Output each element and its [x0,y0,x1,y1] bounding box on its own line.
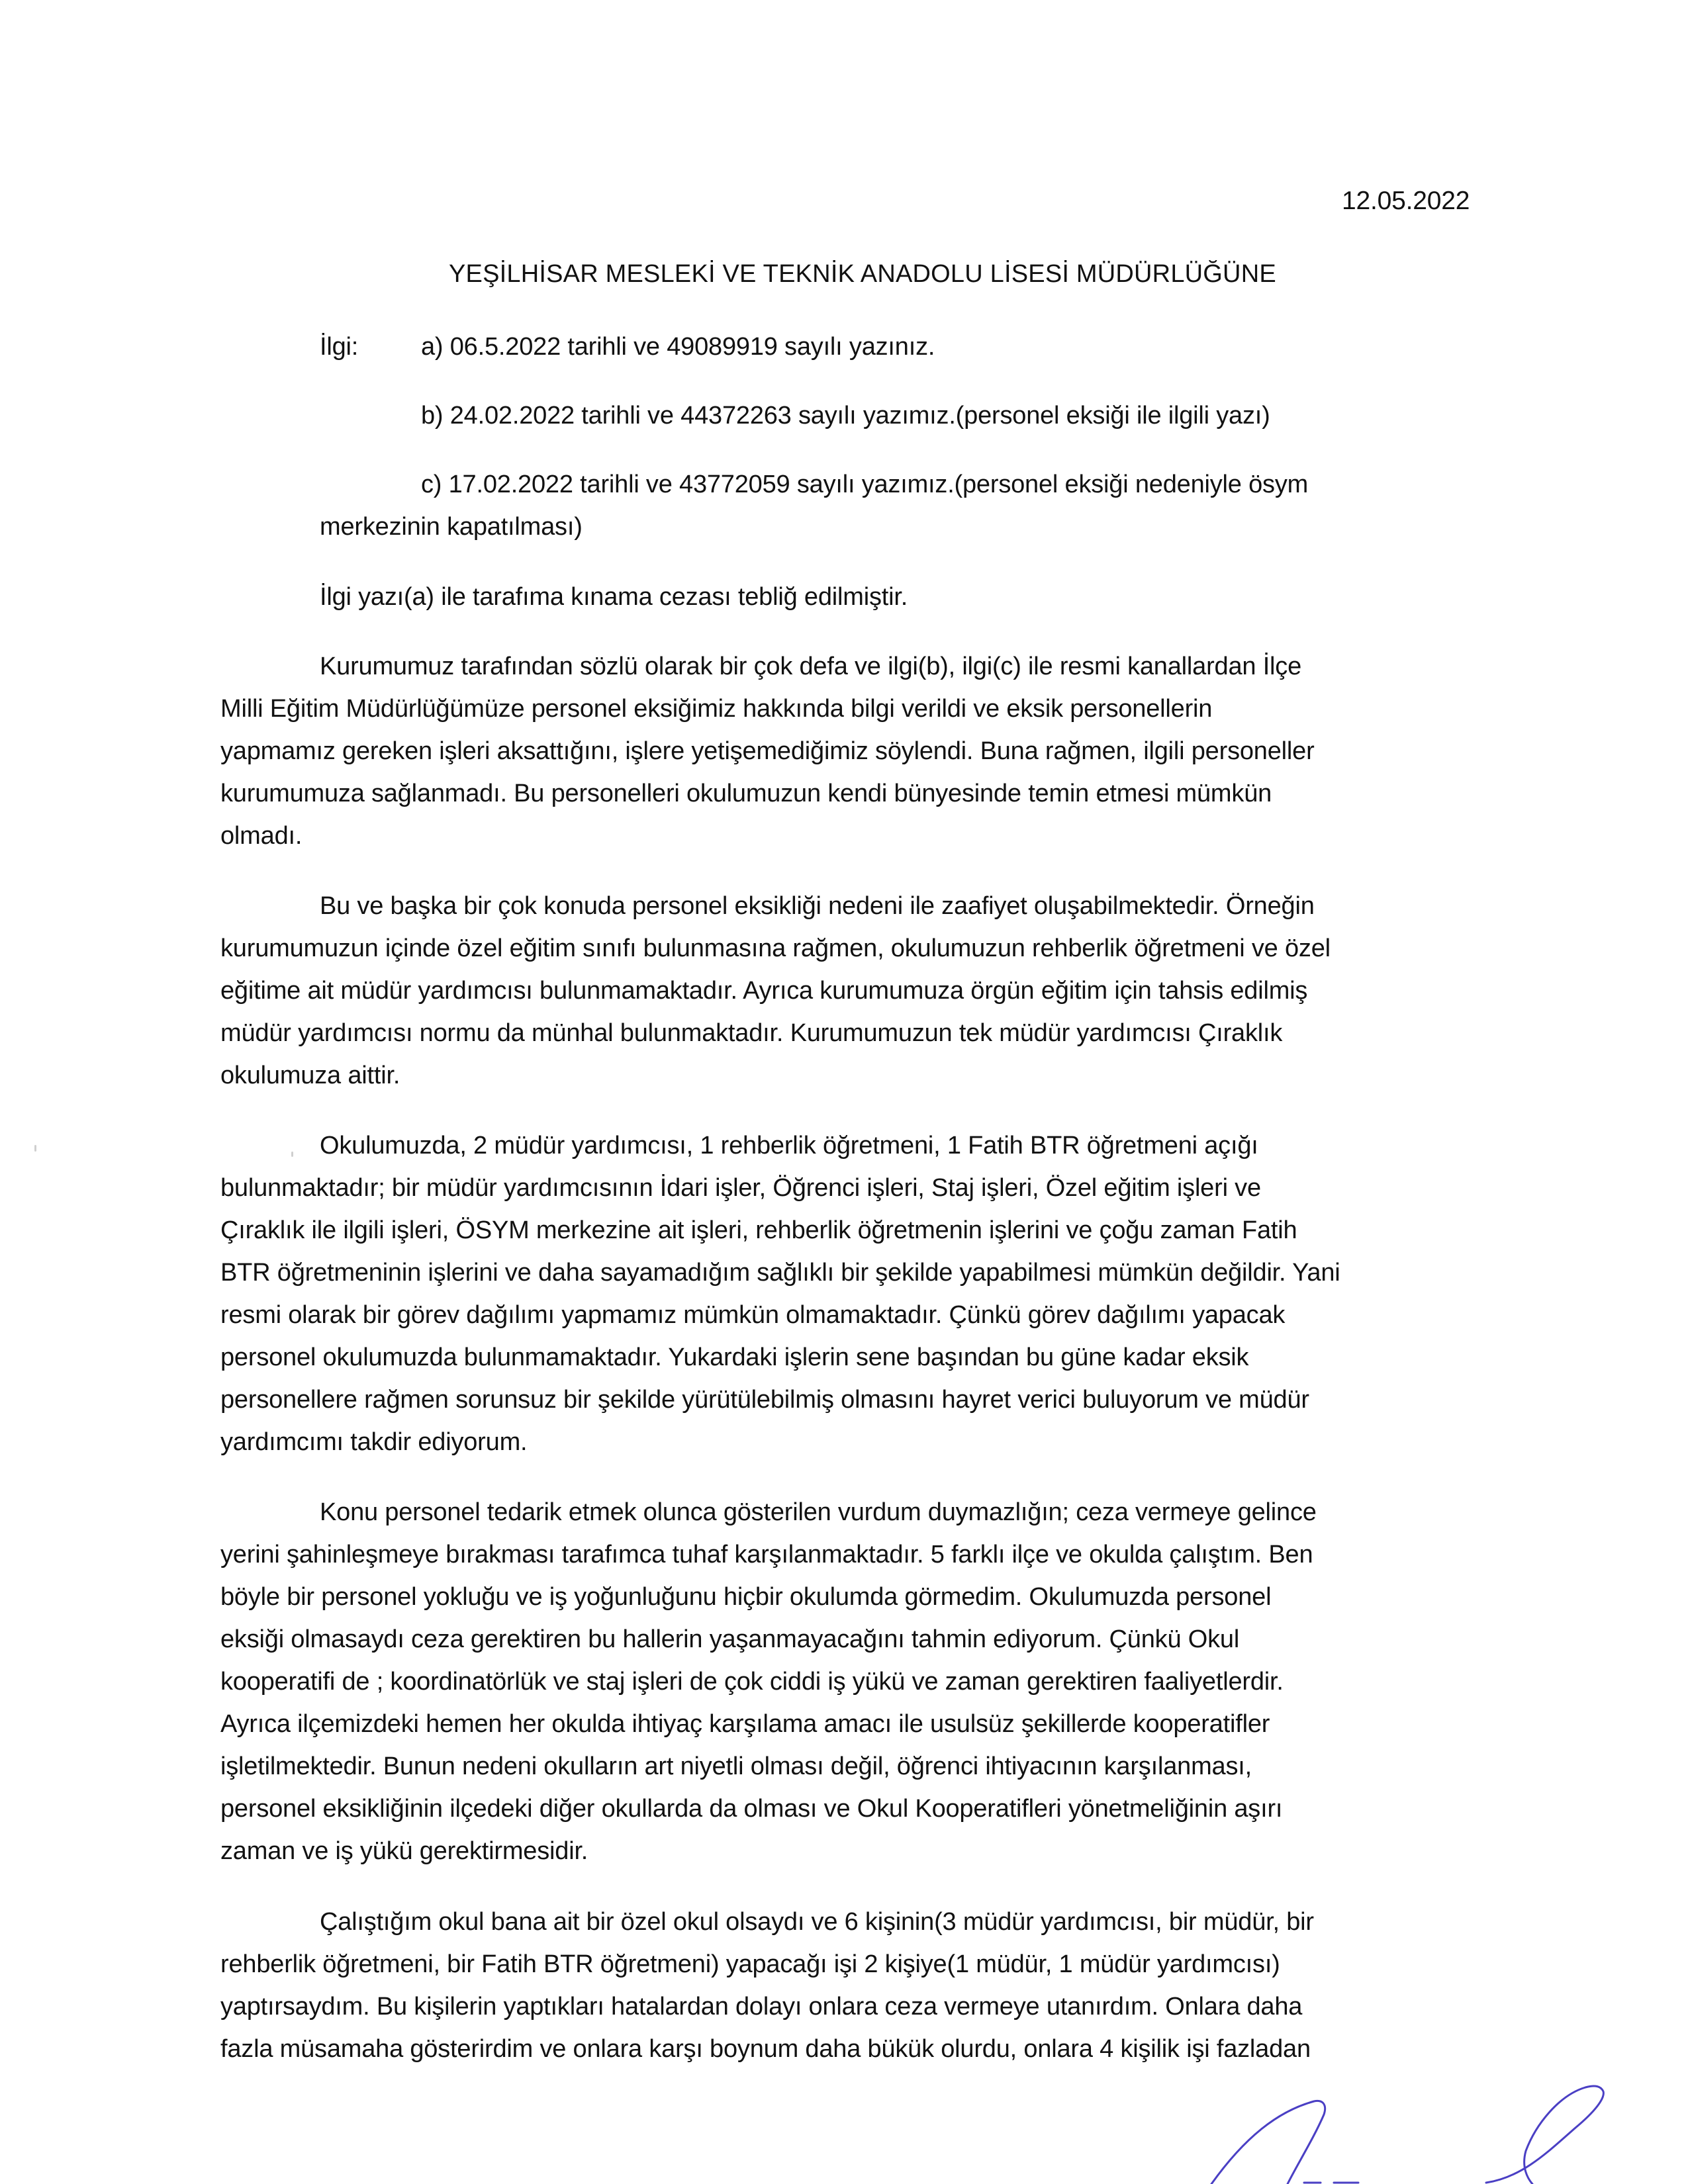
reference-a: a) 06.5.2022 tarihli ve 49089919 sayılı yazınız. [421,333,935,361]
paragraph-line: yardımcımı takdir ediyorum. [220,1428,528,1456]
paragraph-line: personel okulumuzda bulunmamaktadır. Yukardaki işlerin sene başından bu güne kadar eksik [220,1343,1249,1371]
reference-c-line-1: c) 17.02.2022 tarihli ve 43772059 sayılı yazımız.(personel eksiği nedeniyle ösym [421,471,1309,498]
paragraph-line: Ayrıca ilçemizdeki hemen her okulda ihtiyaç karşılama amacı ile usulsüz şekillerde kooperatifler [220,1710,1270,1738]
paragraph-line: olmadı. [220,822,303,850]
paragraph-line: Milli Eğitim Müdürlüğümüze personel eksiğimiz hakkında bilgi verildi ve eksik personellerin [220,695,1213,723]
penalty-notice: İlgi yazı(a) ile tarafıma kınama cezası tebliğ edilmiştir. [320,583,908,611]
addressee-heading: YEŞİLHİSAR MESLEKİ VE TEKNİK ANADOLU LİSESİ MÜDÜRLÜĞÜNE [449,260,1276,288]
paragraph-line: BTR öğretmeninin işlerini ve daha sayamadığım sağlıklı bir şekilde yapabilmesi mümkün değildir. Yani [220,1259,1340,1287]
paragraph-line: personellere rağmen sorunsuz bir şekilde yürütülebilmiş olmasını hayret verici buluyorum ve müdür [220,1386,1309,1414]
paragraph-line: böyle bir personel yokluğu ve iş yoğunluğunu hiçbir okulumda görmedim. Okulumuzda personel [220,1583,1272,1611]
paragraph-line: Kurumumuz tarafından sözlü olarak bir çok defa ve ilgi(b), ilgi(c) ile resmi kanallardan İlçe [320,653,1302,680]
paragraph-line: fazla müsamaha gösterirdim ve onlara karşı boynum daha bükük olurdu, onlara 4 kişilik işi fazladan [220,2035,1311,2063]
paragraph-line: eksiği olmasaydı ceza gerektiren bu hallerin yaşanmayacağını tahmin ediyorum. Çünkü Okul [220,1625,1240,1653]
references-label: İlgi: [320,333,359,361]
scan-artifact [34,1145,36,1152]
paragraph-line: müdür yardımcısı normu da münhal bulunmaktadır. Kurumumuzun tek müdür yardımcısı Çıraklık [220,1019,1283,1047]
paragraph-line: rehberlik öğretmeni, bir Fatih BTR öğretmeni) yapacağı işi 2 kişiye(1 müdür, 1 müdür yardımcısı) [220,1950,1280,1978]
paragraph-line: Çalıştığım okul bana ait bir özel okul olsaydı ve 6 kişinin(3 müdür yardımcısı, bir müdür, bir [320,1908,1314,1936]
paragraph-line: Bu ve başka bir çok konuda personel eksikliği nedeni ile zaafiyet oluşabilmektedir. Örneğin [320,892,1315,920]
paragraph-line: personel eksikliğinin ilçedeki diğer okullarda da olması ve Okul Kooperatifleri yönetmeliğinin aşırı [220,1795,1283,1823]
paragraph-line: zaman ve iş yükü gerektirmesidir. [220,1837,588,1865]
paragraph-line: eğitime ait müdür yardımcısı bulunmamaktadır. Ayrıca kurumumuza örgün eğitim için tahsis edilmiş [220,977,1308,1005]
paragraph-line: bulunmaktadır; bir müdür yardımcısının İdari işler, Öğrenci işleri, Staj işleri, Özel eğitim işleri ve [220,1174,1261,1202]
reference-b: b) 24.02.2022 tarihli ve 44372263 sayılı yazımız.(personel eksiği ile ilgili yazı) [421,402,1270,430]
reference-c-line-2: merkezinin kapatılması) [320,513,583,541]
paragraph-line: Konu personel tedarik etmek olunca gösterilen vurdum duymazlığın; ceza vermeye gelince [320,1498,1317,1526]
paragraph-line: kurumumuza sağlanmadı. Bu personelleri okulumuzun kendi bünyesinde temin etmesi mümkün [220,780,1272,807]
paragraph-line: yerini şahinleşmeye bırakması tarafımca tuhaf karşılanmaktadır. 5 farklı ilçe ve okulda çalıştım. Ben [220,1541,1313,1569]
paragraph-line: okulumuza aittir. [220,1062,400,1089]
paragraph-line: Okulumuzda, 2 müdür yardımcısı, 1 rehberlik öğretmeni, 1 Fatih BTR öğretmeni açığı [320,1132,1258,1160]
paragraph-line: Çıraklık ile ilgili işleri, ÖSYM merkezine ait işleri, rehberlik öğretmenin işlerini ve çoğu zaman Fatih [220,1216,1297,1244]
paragraph-line: kooperatifi de ; koordinatörlük ve staj işleri de çok ciddi iş yükü ve zaman gerektiren faaliyetlerdir. [220,1668,1284,1696]
paragraph-line: işletilmektedir. Bunun nedeni okulların art niyetli olması değil, öğrenci ihtiyacının karşılanması, [220,1752,1252,1780]
handwritten-signature-icon [1205,2071,1615,2184]
scan-artifact [291,1152,293,1157]
paragraph-line: resmi olarak bir görev dağılımı yapmamız mümkün olmamaktadır. Çünkü görev dağılımı yapacak [220,1301,1286,1329]
document-date: 12.05.2022 [1342,187,1470,215]
paragraph-line: yapmamız gereken işleri aksattığını, işlere yetişemediğimiz söylendi. Buna rağmen, ilgili personeller [220,737,1315,765]
paragraph-line: yaptırsaydım. Bu kişilerin yaptıkları hatalardan dolayı onlara ceza vermeye utanırdım. Onlara daha [220,1993,1303,2021]
paragraph-line: kurumumuzun içinde özel eğitim sınıfı bulunmasına rağmen, okulumuzun rehberlik öğretmeni ve özel [220,934,1331,962]
